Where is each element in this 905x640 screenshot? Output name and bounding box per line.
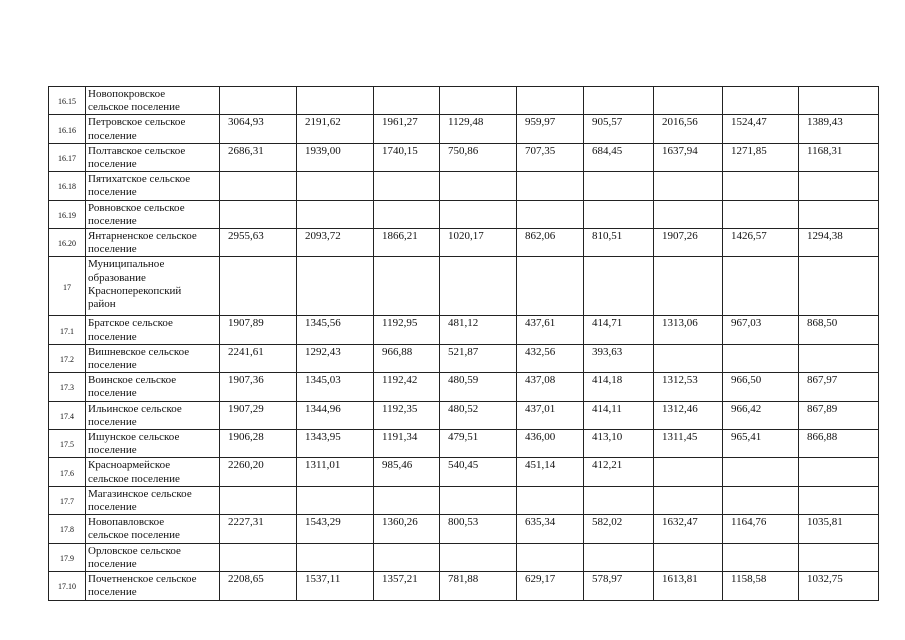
value-cell <box>799 543 879 571</box>
value-cell: 2241,61 <box>220 344 297 372</box>
table-row <box>49 572 879 600</box>
value-cell <box>220 257 297 316</box>
value-cell <box>374 172 440 200</box>
value-cell: 965,41 <box>723 430 799 458</box>
value-cell: 1637,94 <box>654 143 723 171</box>
table-row <box>49 515 879 543</box>
settlement-name: Красноармейское сельское поселение <box>86 458 220 486</box>
value-cell: 393,63 <box>584 344 654 372</box>
table-row <box>49 458 879 486</box>
settlement-name: Ровновское сельское поселение <box>86 200 220 228</box>
value-cell <box>220 543 297 571</box>
row-number: 17.10 <box>49 572 86 600</box>
value-cell: 967,03 <box>723 316 799 344</box>
value-cell <box>584 486 654 514</box>
value-cell: 635,34 <box>517 515 584 543</box>
value-cell: 414,71 <box>584 316 654 344</box>
table-row <box>49 172 879 200</box>
value-cell: 1907,26 <box>654 229 723 257</box>
value-cell <box>440 200 517 228</box>
value-cell: 800,53 <box>440 515 517 543</box>
value-cell: 1907,36 <box>220 373 297 401</box>
value-cell <box>220 200 297 228</box>
value-cell: 1035,81 <box>799 515 879 543</box>
value-cell <box>440 486 517 514</box>
row-number: 17.4 <box>49 401 86 429</box>
value-cell: 684,45 <box>584 143 654 171</box>
value-cell: 412,21 <box>584 458 654 486</box>
value-cell: 437,61 <box>517 316 584 344</box>
value-cell: 1537,11 <box>297 572 374 600</box>
value-cell: 437,08 <box>517 373 584 401</box>
row-number: 17.8 <box>49 515 86 543</box>
table-row <box>49 316 879 344</box>
value-cell <box>723 200 799 228</box>
table-row <box>49 430 879 458</box>
value-cell: 480,59 <box>440 373 517 401</box>
value-cell: 1613,81 <box>654 572 723 600</box>
value-cell <box>584 172 654 200</box>
settlement-name: Магазинское сельское поселение <box>86 486 220 514</box>
settlement-name: Вишневское сельское поселение <box>86 344 220 372</box>
settlement-name: Воинское сельское поселение <box>86 373 220 401</box>
value-cell: 862,06 <box>517 229 584 257</box>
row-number: 17.7 <box>49 486 86 514</box>
value-cell: 959,97 <box>517 115 584 143</box>
row-number: 17.5 <box>49 430 86 458</box>
value-cell: 1191,34 <box>374 430 440 458</box>
value-cell <box>374 257 440 316</box>
row-number: 17 <box>49 257 86 316</box>
value-cell: 1524,47 <box>723 115 799 143</box>
value-cell <box>374 200 440 228</box>
value-cell <box>517 87 584 115</box>
value-cell: 432,56 <box>517 344 584 372</box>
value-cell: 1866,21 <box>374 229 440 257</box>
table-row <box>49 401 879 429</box>
value-cell: 966,88 <box>374 344 440 372</box>
settlement-name: Орловское сельское поселение <box>86 543 220 571</box>
row-number: 17.3 <box>49 373 86 401</box>
value-cell <box>799 87 879 115</box>
row-number: 16.17 <box>49 143 86 171</box>
value-cell: 480,52 <box>440 401 517 429</box>
value-cell: 1192,42 <box>374 373 440 401</box>
value-cell: 629,17 <box>517 572 584 600</box>
value-cell: 1740,15 <box>374 143 440 171</box>
settlement-name: Петровское сельское поселение <box>86 115 220 143</box>
value-cell: 1192,95 <box>374 316 440 344</box>
value-cell <box>517 257 584 316</box>
settlement-name: Братское сельское поселение <box>86 316 220 344</box>
value-cell: 966,50 <box>723 373 799 401</box>
value-cell: 414,11 <box>584 401 654 429</box>
value-cell: 1271,85 <box>723 143 799 171</box>
value-cell: 1168,31 <box>799 143 879 171</box>
value-cell: 866,88 <box>799 430 879 458</box>
value-cell <box>723 344 799 372</box>
row-number: 17.6 <box>49 458 86 486</box>
value-cell: 413,10 <box>584 430 654 458</box>
value-cell: 2093,72 <box>297 229 374 257</box>
value-cell <box>654 257 723 316</box>
value-cell: 521,87 <box>440 344 517 372</box>
value-cell <box>584 87 654 115</box>
settlement-name: Полтавское сельское поселение <box>86 143 220 171</box>
value-cell: 1311,45 <box>654 430 723 458</box>
value-cell: 1345,03 <box>297 373 374 401</box>
value-cell: 2686,31 <box>220 143 297 171</box>
value-cell <box>799 200 879 228</box>
value-cell: 707,35 <box>517 143 584 171</box>
value-cell: 1426,57 <box>723 229 799 257</box>
value-cell <box>297 87 374 115</box>
value-cell: 437,01 <box>517 401 584 429</box>
value-cell <box>799 257 879 316</box>
value-cell <box>654 200 723 228</box>
value-cell: 1312,53 <box>654 373 723 401</box>
value-cell <box>440 87 517 115</box>
value-cell <box>723 543 799 571</box>
tariff-table <box>48 86 879 601</box>
value-cell <box>799 344 879 372</box>
value-cell: 1164,76 <box>723 515 799 543</box>
value-cell <box>440 257 517 316</box>
value-cell: 1343,95 <box>297 430 374 458</box>
row-number: 17.9 <box>49 543 86 571</box>
value-cell: 2208,65 <box>220 572 297 600</box>
table-row <box>49 486 879 514</box>
value-cell <box>723 172 799 200</box>
value-cell: 2260,20 <box>220 458 297 486</box>
value-cell: 1158,58 <box>723 572 799 600</box>
value-cell <box>517 200 584 228</box>
value-cell <box>799 458 879 486</box>
value-cell <box>799 486 879 514</box>
table-row <box>49 143 879 171</box>
row-number: 17.1 <box>49 316 86 344</box>
value-cell: 1313,06 <box>654 316 723 344</box>
value-cell: 1543,29 <box>297 515 374 543</box>
value-cell: 905,57 <box>584 115 654 143</box>
value-cell: 2955,63 <box>220 229 297 257</box>
value-cell <box>220 172 297 200</box>
value-cell: 1632,47 <box>654 515 723 543</box>
value-cell: 1357,21 <box>374 572 440 600</box>
value-cell: 451,14 <box>517 458 584 486</box>
value-cell: 479,51 <box>440 430 517 458</box>
value-cell <box>297 200 374 228</box>
value-cell: 810,51 <box>584 229 654 257</box>
value-cell <box>297 486 374 514</box>
table-row <box>49 344 879 372</box>
value-cell: 1020,17 <box>440 229 517 257</box>
value-cell <box>374 486 440 514</box>
value-cell <box>584 257 654 316</box>
value-cell: 1292,43 <box>297 344 374 372</box>
value-cell: 985,46 <box>374 458 440 486</box>
value-cell <box>374 87 440 115</box>
value-cell <box>440 543 517 571</box>
value-cell: 481,12 <box>440 316 517 344</box>
value-cell: 1907,29 <box>220 401 297 429</box>
value-cell <box>584 543 654 571</box>
value-cell: 436,00 <box>517 430 584 458</box>
row-number: 16.19 <box>49 200 86 228</box>
table-row <box>49 200 879 228</box>
row-number: 16.20 <box>49 229 86 257</box>
settlement-name: Ишунское сельское поселение <box>86 430 220 458</box>
value-cell: 582,02 <box>584 515 654 543</box>
value-cell: 1907,89 <box>220 316 297 344</box>
value-cell: 750,86 <box>440 143 517 171</box>
settlement-name: Муниципальное образование Красноперекопский район <box>86 257 220 316</box>
table-row <box>49 543 879 571</box>
value-cell <box>297 172 374 200</box>
value-cell <box>654 458 723 486</box>
value-cell <box>723 257 799 316</box>
value-cell: 578,97 <box>584 572 654 600</box>
value-cell <box>584 200 654 228</box>
value-cell: 867,89 <box>799 401 879 429</box>
value-cell: 1345,56 <box>297 316 374 344</box>
value-cell <box>440 172 517 200</box>
value-cell: 414,18 <box>584 373 654 401</box>
value-cell: 3064,93 <box>220 115 297 143</box>
value-cell: 867,97 <box>799 373 879 401</box>
settlement-name: Ильинское сельское поселение <box>86 401 220 429</box>
value-cell <box>654 87 723 115</box>
value-cell: 540,45 <box>440 458 517 486</box>
value-cell: 1389,43 <box>799 115 879 143</box>
value-cell: 2191,62 <box>297 115 374 143</box>
value-cell <box>220 87 297 115</box>
value-cell: 2227,31 <box>220 515 297 543</box>
row-number: 16.15 <box>49 87 86 115</box>
row-number: 16.16 <box>49 115 86 143</box>
value-cell <box>654 543 723 571</box>
value-cell: 1344,96 <box>297 401 374 429</box>
value-cell <box>517 172 584 200</box>
table-row <box>49 373 879 401</box>
value-cell <box>723 486 799 514</box>
value-cell: 1294,38 <box>799 229 879 257</box>
value-cell: 1129,48 <box>440 115 517 143</box>
value-cell: 781,88 <box>440 572 517 600</box>
value-cell <box>297 543 374 571</box>
value-cell: 868,50 <box>799 316 879 344</box>
value-cell <box>220 486 297 514</box>
value-cell <box>723 87 799 115</box>
value-cell <box>799 172 879 200</box>
value-cell: 1961,27 <box>374 115 440 143</box>
settlement-name: Янтарненское сельское поселение <box>86 229 220 257</box>
value-cell: 1939,00 <box>297 143 374 171</box>
value-cell: 1032,75 <box>799 572 879 600</box>
value-cell <box>297 257 374 316</box>
settlement-name: Новопавловское сельское поселение <box>86 515 220 543</box>
row-number: 17.2 <box>49 344 86 372</box>
settlement-name: Новопокровское сельское поселение <box>86 87 220 115</box>
settlement-name: Почетненское сельское поселение <box>86 572 220 600</box>
table-row <box>49 115 879 143</box>
value-cell <box>654 344 723 372</box>
table-row <box>49 87 879 115</box>
table-body <box>49 87 879 601</box>
value-cell <box>654 486 723 514</box>
value-cell <box>517 543 584 571</box>
value-cell: 2016,56 <box>654 115 723 143</box>
table-row <box>49 257 879 316</box>
value-cell: 966,42 <box>723 401 799 429</box>
value-cell <box>654 172 723 200</box>
value-cell: 1360,26 <box>374 515 440 543</box>
value-cell: 1906,28 <box>220 430 297 458</box>
value-cell: 1192,35 <box>374 401 440 429</box>
value-cell: 1311,01 <box>297 458 374 486</box>
table-row <box>49 229 879 257</box>
value-cell <box>723 458 799 486</box>
value-cell: 1312,46 <box>654 401 723 429</box>
row-number: 16.18 <box>49 172 86 200</box>
value-cell <box>517 486 584 514</box>
value-cell <box>374 543 440 571</box>
settlement-name: Пятихатское сельское поселение <box>86 172 220 200</box>
